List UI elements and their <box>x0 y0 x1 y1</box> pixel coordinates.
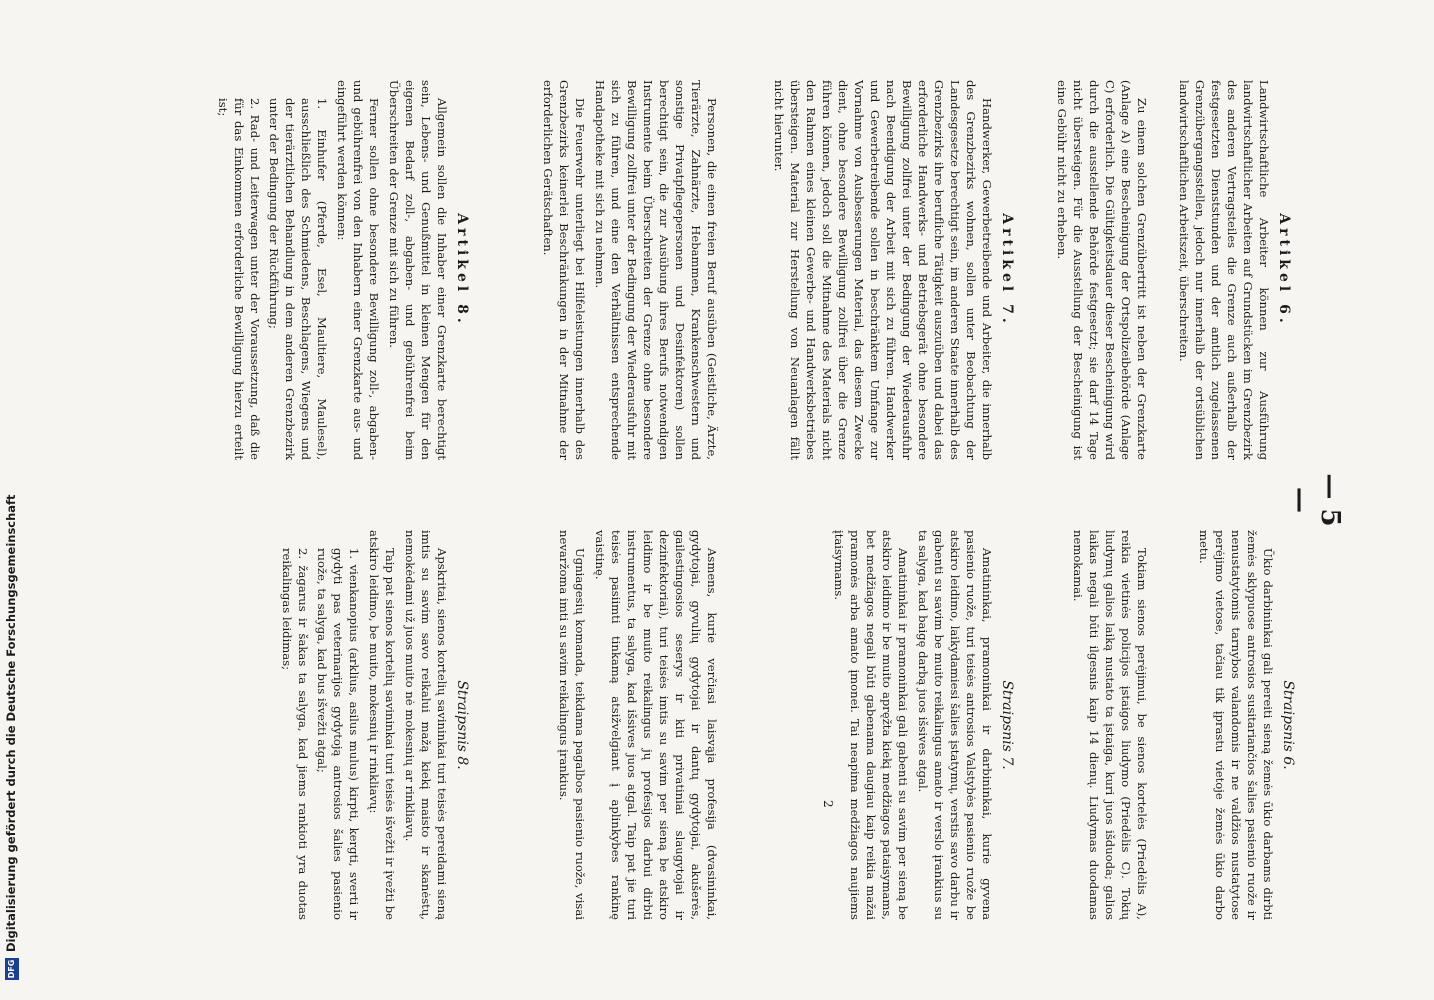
lt-art8-block <box>190 530 470 920</box>
german-article-6-text2: Zu einem solchen Grenzübertritt ist neben der Grenzkarte (Anlage A) eine Bescheinigung der Ortspolizeibehörde (Anlage C) erforderlich. Die Gültigkeitsdauer dieser Bescheinigung wird durch die ausstellende Behörde festgesetzt; sie darf 14 Tage nicht übersteigen. Für die Ausstellung der Bescheinigung ist eine Gebühr nicht zu erheben. <box>1055 80 1149 460</box>
lt-art6-block2 <box>1040 530 1150 920</box>
german-art7-block <box>735 80 1015 460</box>
lt-item1-text: vienkanopius (arklius, asilus mulus) kirpti, kergti, sverti ir gydyti pas veterinarijos gydytoją antrosios šalies pasienio ruože, ta salyga, kad bus išvežti atgal; <box>315 548 361 921</box>
lt-article-8-heading: Straipsnis 8. <box>454 680 470 770</box>
german-article-7-heading: Artikel 7. <box>999 213 1015 327</box>
german-item2-number: 2. <box>248 98 262 115</box>
lt-article-8-item2 <box>279 530 311 920</box>
german-article-8-item1 <box>266 80 330 460</box>
digitization-credit <box>2 0 20 1000</box>
lt-article-8-item1 <box>314 530 362 920</box>
german-article-8-heading: Artikel 8. <box>454 213 470 327</box>
german-article-8-item2 <box>215 80 263 460</box>
lt-item2-number: 2. <box>296 548 310 566</box>
lt-art6-block <box>1166 530 1296 920</box>
german-article-7-text1: Handwerker, Gewerbetreibende und Arbeiter, die innerhalb des Grenzbezirks wohnen, sollen unter Beobachtung der Landesgesetze berechtigt sein, im anderen Staate innerhalb des Grenzbezirks ihre berufliche Tätigkeit auszuüben und dabei das erforderliche Handwerks- und Betriebsgerät ohne besondere Bewilligung zollfrei unter der Bedingung der Wiederausfuhr nach Beendigung der Arbeit mit sich zu führen. Handwerker und Gewerbetreibende sollen in beschränktem Umfange zur Vornahme von Ausbesserungen Material, das diesem Zwecke dient, ohne besondere Bewilligung zollfrei über die Grenze führen können, jedoch soll die Mitnahme des Materials nicht den Rahmen eines kleinen Gewerbe- und Handwerksbetriebes übersteigen. Material zur Herstellung von Neuanlagen fällt nicht hierunter. <box>772 80 994 460</box>
german-article-6-text1: Landwirtschaftliche Arbeiter können zur Ausführung landwirtschaftlicher Arbeiten auf Grundstücken im Grenzbezirk des anderen Vertragsteiles die Grenze auch außerhalb der festgesetzten Dienststunden und der amtlich zugelassenen Grenzübergangsstellen, jedoch nur innerhalb der ortsüblichen landwirtschaftlichen Arbeitszeit, überschreiten. <box>1177 80 1271 460</box>
german-item1-number: 1. <box>315 98 329 130</box>
german-article-8-text1: Allgemein sollen die Inhaber einer Grenzkarte berechtigt sein, Lebens- und Genußmittel in kleinen Mengen für den eigenen Bedarf zoll-, abgaben- und gebührenfrei beim Überschreiten der Grenze mit sich zu führen. <box>387 80 449 460</box>
german-art6-block2 <box>1040 80 1150 460</box>
german-article-7-text2: Personen, die einen freien Beruf ausüben (Geistliche, Ärzte, Tierärzte, Zahnärzte, Hebammen, Krankenschwestern und sonstige Privatpflegepersonen und Desinfektoren) sollen berechtigt sein, die zur Ausübung ihres Berufs notwendigen Instrumente beim Überschreiten der Grenze ohne besondere Bewilligung zollfrei unter der Bedingung der Wiederausfuhr mit sich zu führen, und eine den Verhältnissen entsprechende Handapotheke mit sich zu nehmen. <box>593 80 719 460</box>
lt-article-7-heading: Straipsnis 7. <box>999 680 1015 770</box>
lt-item2-text: žagarus ir šakas ta salyga, kad jiems rankioti yra duotas reikalingas leidimas; <box>280 548 310 920</box>
digitization-credit-text <box>2 0 20 1000</box>
signature-mark: 2 <box>821 800 835 808</box>
german-item2-text: Rad- und Leiterwagen unter der Voraussetzung, daß die für das Einkommen erforderliche Bewilligung hierzu erteilt ist; <box>216 98 262 460</box>
lt-article-7-text2: Amatininkai ir pramoninkai gali gabenti su savim per sieną be atskiro leidimo ir be muito apręžta kiekį medžiagos pataisymams, bet medžiagos negali būti gabenama daugiau kaip reikia mažai pramonės arba amato įmonei. Tai neapima medžiagos naujiems įtaisymams. <box>832 530 910 920</box>
lt-article-6-heading: Straipsnis 6. <box>1280 680 1296 770</box>
lt-article-7-text3: Asmens, kurie verčiasi laisvąja profesija (dvasininkai, gydytojai, gyvulių gydytojai ir dantų gydytojai, akušerės, gailestingosios seserys ir kiti privatiniai slaugytojai ir dezinfektoriai), turi teisės imtis su savim per sieną be atskiro leidimo ir be muito reikalingus jų profesijos darbui dirbti instrumentus, ta salyga, kad išsives juos atgal. Taip pat jie turi teisės pasiimti tinkamą atsižvelgiant į aplinkybes rankinę vaistinę. <box>593 530 719 920</box>
dfg-logo: DFG <box>5 958 19 980</box>
lt-art7-block2 <box>520 530 720 920</box>
german-item1-text: Einhufer (Pferde, Esel, Maultiere, Maulesel), ausschließlich des Schmiedens, Beschlagens, Wiegens und der tierärztlichen Behandlung in dem anderen Grenzbezirk unter der Bedingung der Rückführung; <box>267 98 329 461</box>
german-art6-block <box>1162 80 1292 460</box>
lt-article-7-text4: Ugniagesių komanda, teikdama pagalbos pasienio ruože, visai nevaržoma imti su savim reikalingus įrankius. <box>557 530 587 920</box>
lt-article-8-text1: Apskritai, sienos kortelių savininkai turi teisės pereidami sieną imtis su savim savo reikalui mažą kiekį maisto ir skanėstų, nemokėdami už juos muito nė mokesnių ar rinkliavų. <box>403 530 449 920</box>
german-art8-block <box>190 80 470 460</box>
lt-item1-number: 1. <box>347 548 361 565</box>
german-article-8-text2: Ferner sollen ohne besondere Bewilligung zoll-, abgaben- und gebührenfrei von den Inhabern einer Grenzkarte aus- und eingeführt werden können: <box>335 80 381 460</box>
german-article-7-text3: Die Feuerwehr unterliegt bei Hilfeleistungen innerhalb des Grenzbezirks keinerlei Beschränkungen in der Mitnahme der erforderlichen Gerätschaften. <box>541 80 587 460</box>
german-art7-block2 <box>520 80 720 460</box>
lt-article-6-text2: Tokiam sienos perėjimui, be sienos kortelės (Priedėlis A), reikia vietinės policijos įstaigos liudymo (Priedėlis C). Tokių liudymų galios laiką nustato ta įstaiga, kuri juos išduoda; galios laikas negali būti ilgesnis kaip 14 dienų. Liudymas duodamas nemokamai. <box>1071 530 1149 920</box>
lt-article-7-text1: Amatininkai, pramoninkai ir darbininkai, kurie gyvena pasienio ruože, turi teisės antrosios Valstybės pasienio ruože be atskiro leidimo, laikydamiesi šalies įstatymų, verstis savo darbu ir gabenti su savim be muito reikalingus amato ir verslo įrankius su ta salyga, kad baigę darbą juos išsives atgal. <box>916 530 994 920</box>
lt-article-6-text1: Ūkio darbininkai gali pereiti sieną žemės ūkio darbams dirbti žemės sklypuose antrosios susitariančios šalies pasienio ruože ir nenustatytomis tarnybos valandomis ir ne valdžios nustatytose perėjimo vietose, tačiau tik įprastu vietoje žemės ūkio darbo metu. <box>1197 530 1275 920</box>
credit-line: Digitalisierung gefördert durch die Deutsche Forschungsgemeinschaft <box>4 494 18 952</box>
german-article-6-heading: Artikel 6. <box>1276 213 1292 327</box>
page-number-label: — 5 — <box>1285 473 1345 527</box>
lt-art7-block <box>735 530 1015 920</box>
lt-article-8-text2: Taip pat sienos kortelių savininkai turi teisės išvežti ir įvežti be atskiro leidimo, be muito, mokesnių ir rinkliavų: <box>367 530 397 920</box>
